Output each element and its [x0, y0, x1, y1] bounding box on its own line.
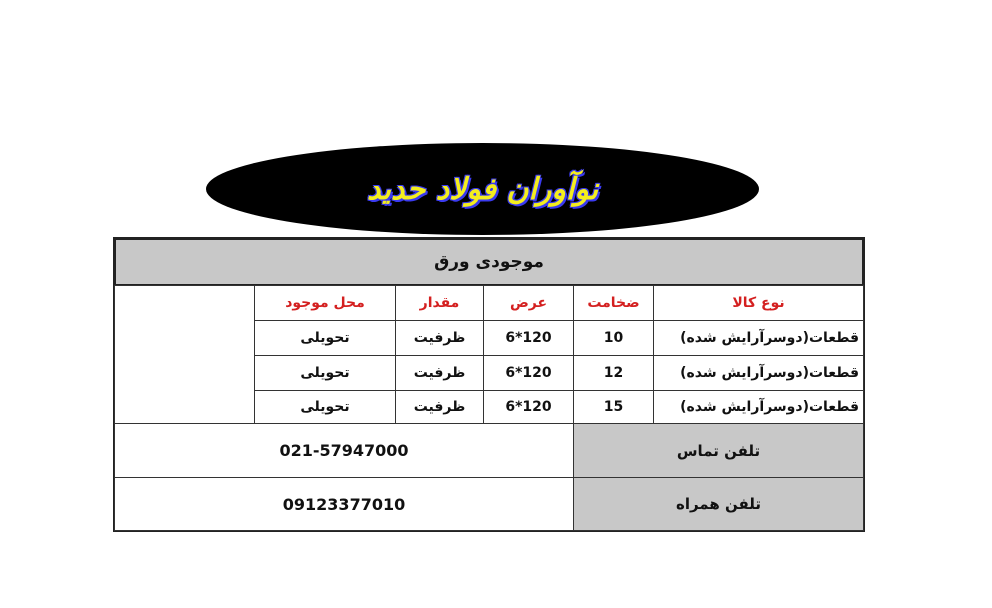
table-cell-quantity: ظرفیت [395, 320, 484, 356]
table-cell-width: 120*6 [483, 320, 574, 356]
company-logo [206, 143, 759, 235]
table-title: موجودی ورق [114, 238, 864, 286]
table-cell-quantity: ظرفیت [395, 390, 484, 424]
table-cell-location: تحویلی [254, 320, 396, 356]
table-cell-product-type: قطعات(دوسرآرایش شده) [653, 355, 864, 391]
table-cell-thickness: 15 [573, 390, 654, 424]
table-cell-location: تحویلی [254, 355, 396, 391]
table-cell-thickness: 12 [573, 355, 654, 391]
phone-value: 021-57947000 [114, 423, 574, 478]
table-cell-quantity: ظرفیت [395, 355, 484, 391]
table-cell-product-type: قطعات(دوسرآرایش شده) [653, 320, 864, 356]
table-cell-location: تحویلی [254, 390, 396, 424]
header-location: محل موجود [254, 285, 396, 321]
table-cell-thickness: 10 [573, 320, 654, 356]
mobile-value: 09123377010 [114, 477, 574, 531]
table-cell-width: 120*6 [483, 355, 574, 391]
mobile-label: تلفن همراه [573, 477, 864, 531]
header-quantity: مقدار [395, 285, 484, 321]
header-thickness: ضخامت [573, 285, 654, 321]
phone-label: تلفن تماس [573, 423, 864, 478]
inventory-table [113, 237, 865, 532]
empty-cell [114, 285, 255, 424]
header-product-type: نوع کالا [653, 285, 864, 321]
table-cell-product-type: قطعات(دوسرآرایش شده) [653, 390, 864, 424]
company-name: نوآوران فولاد حدید [366, 171, 599, 207]
table-cell-width: 120*6 [483, 390, 574, 424]
header-width: عرض [483, 285, 574, 321]
